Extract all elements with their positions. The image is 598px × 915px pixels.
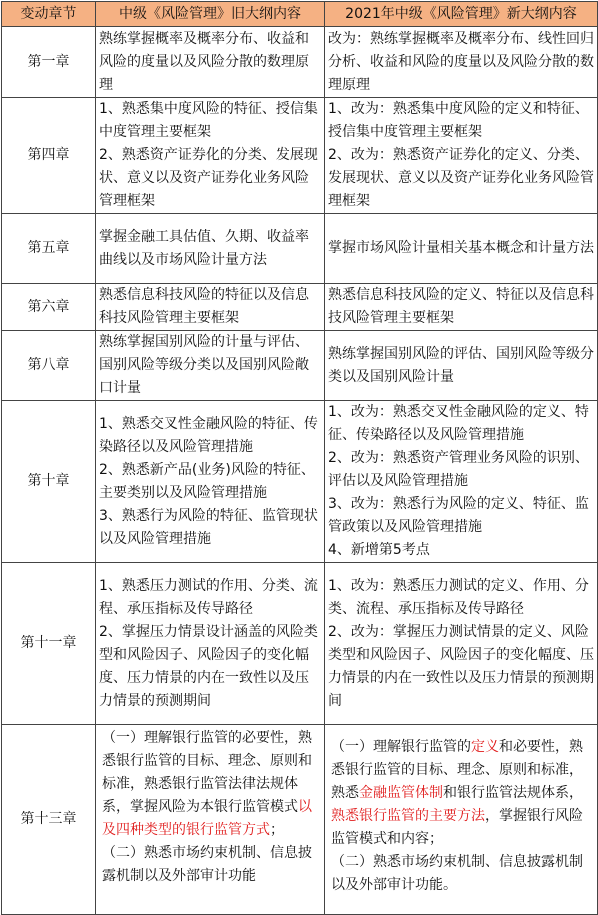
new-text: 和必要性，熟悉银行监管的目标、理念、原则和标准，熟悉 (331, 739, 583, 801)
old-line: （二）熟悉市场约束机制、信息披露机制以及外部审计功能 (102, 845, 312, 884)
chapter-cell: 第八章 (2, 331, 96, 401)
new-content-cell (325, 401, 598, 563)
old-line: 1、熟悉压力测试的作用、分类、流程、承压指标及传导路径 (99, 577, 318, 617)
old-line: 熟练掌握概率及概率分布、收益和风险的度量以及风险分散的数理原理 (99, 30, 309, 93)
header-old-syllabus: 中级《风险管理》旧大纲内容 (96, 2, 325, 27)
old-line (102, 727, 321, 842)
new-text: （一）理解银行监管的 (331, 739, 471, 755)
new-line (331, 736, 594, 851)
table-row (2, 214, 598, 284)
old-content-cell (96, 284, 325, 331)
new-text-highlight: 定义 (471, 739, 499, 755)
new-content-cell (325, 214, 598, 284)
old-content-cell (96, 563, 325, 725)
old-content-cell (96, 214, 325, 284)
old-content-cell (96, 98, 325, 214)
new-line: 2、改为：熟悉资产证券化的定义、分类、发展现状、意义以及资产证券化业务风险管理框架 (328, 147, 594, 209)
old-line: 2、熟悉新产品(业务)风险的特征、主要类别以及风险管理措施 (99, 461, 315, 501)
old-content-cell (96, 27, 325, 98)
old-line: 熟练掌握国别风险的计量与评估、国别风险等级分类以及国别风险敞口计量 (99, 334, 309, 396)
table-row (2, 27, 598, 98)
chapter-cell: 第一章 (2, 27, 96, 98)
new-content-cell (325, 27, 598, 98)
header-row (2, 2, 598, 27)
new-content-cell (325, 98, 598, 214)
old-line: 1、熟悉集中度风险的特征、授信集中度管理主要框架 (99, 101, 318, 140)
new-text-highlight: 熟悉银行监管的主要方法 (331, 808, 485, 824)
new-text-highlight: 金融监管体制 (359, 785, 443, 801)
old-line: 3、熟悉行为风险的特征、监管现状以及风险管理措施 (99, 507, 318, 547)
chapter-cell: 第十三章 (2, 725, 96, 915)
new-line: 1、改为：熟悉交叉性金融风险的定义、特征、传染路径以及风险管理措施 (328, 404, 589, 443)
new-line: 4、新增第5考点 (328, 542, 430, 558)
new-line: 1、改为：熟悉集中度风险的定义和特征、授信集中度管理主要框架 (328, 101, 589, 140)
new-content-cell (325, 331, 598, 401)
chapter-cell: 第十一章 (2, 563, 96, 725)
old-text-highlight: 以及四种类型的银行监管方式 (102, 799, 312, 838)
chapter-cell: 第四章 (2, 98, 96, 214)
old-text: ； (270, 822, 284, 838)
new-text: 和银行监管法规体系， (443, 785, 583, 801)
old-line: 2、掌握压力情景设计涵盖的风险类型和风险因子、风险因子的变化幅度、压力情景的内在一致性以及压力情景的预测期间 (99, 623, 318, 709)
table-row (2, 98, 598, 214)
new-line: 熟练掌握国别风险的评估、国别风险等级分类以及国别风险计量 (328, 345, 594, 385)
new-line: 掌握市场风险计量相关基本概念和计量方法 (328, 240, 594, 256)
new-line: 熟悉信息科技风险的定义、特征以及信息科技风险管理主要框架 (328, 287, 594, 326)
new-content-cell (325, 725, 598, 915)
chapter-cell: 第五章 (2, 214, 96, 284)
new-line: 2、改为：掌握压力测试情景的定义、风险类型和风险因子、风险因子的变化幅度、压力情景的内在一致性以及压力情景的预测期间 (328, 623, 594, 709)
old-line: 掌握金融工具估值、久期、收益率曲线以及市场风险计量方法 (99, 228, 309, 268)
new-text: ，掌握银行风险监管模式和内容； (331, 808, 583, 847)
table-row (2, 725, 598, 915)
old-text: （一）理解银行监管的必要性，熟悉银行监管的目标、理念、原则和标准，熟悉银行监管法律法规体系，掌握风险为本银行监管模式 (102, 730, 312, 815)
old-line: 1、熟悉交叉性金融风险的特征、传染路径以及风险管理措施 (99, 415, 318, 455)
chapter-cell: 第十章 (2, 401, 96, 563)
table-row (2, 563, 598, 725)
new-line: 改为：熟练掌握概率及概率分布、线性回归分析、收益和风险的度量以及风险分散的数理原理 (328, 30, 594, 93)
new-line: 1、改为：熟悉压力测试的定义、作用、分类、流程、承压指标及传导路径 (328, 577, 589, 617)
new-line: 2、改为：熟悉资产管理业务风险的识别、评估以及风险管理措施 (328, 450, 589, 489)
old-line: 熟悉信息科技风险的特征以及信息科技风险管理主要框架 (99, 287, 309, 326)
new-content-cell (325, 284, 598, 331)
old-content-cell (96, 401, 325, 563)
syllabus-comparison-table (1, 1, 598, 915)
chapter-cell: 第六章 (2, 284, 96, 331)
new-content-cell (325, 563, 598, 725)
header-chapter: 变动章节 (2, 2, 96, 27)
table-row (2, 331, 598, 401)
header-new-syllabus: 2021年中级《风险管理》新大纲内容 (325, 2, 598, 27)
new-line: 3、改为：熟悉行为风险的定义、特征、监管政策以及风险管理措施 (328, 496, 589, 535)
old-line: 2、熟悉资产证券化的分类、发展现状、意义以及资产证券化业务风险管理框架 (99, 147, 318, 209)
old-content-cell (96, 725, 325, 915)
new-line: （二）熟悉市场约束机制、信息披露机制以及外部审计功能。 (331, 854, 583, 893)
old-content-cell (96, 331, 325, 401)
table-row (2, 401, 598, 563)
table-row (2, 284, 598, 331)
